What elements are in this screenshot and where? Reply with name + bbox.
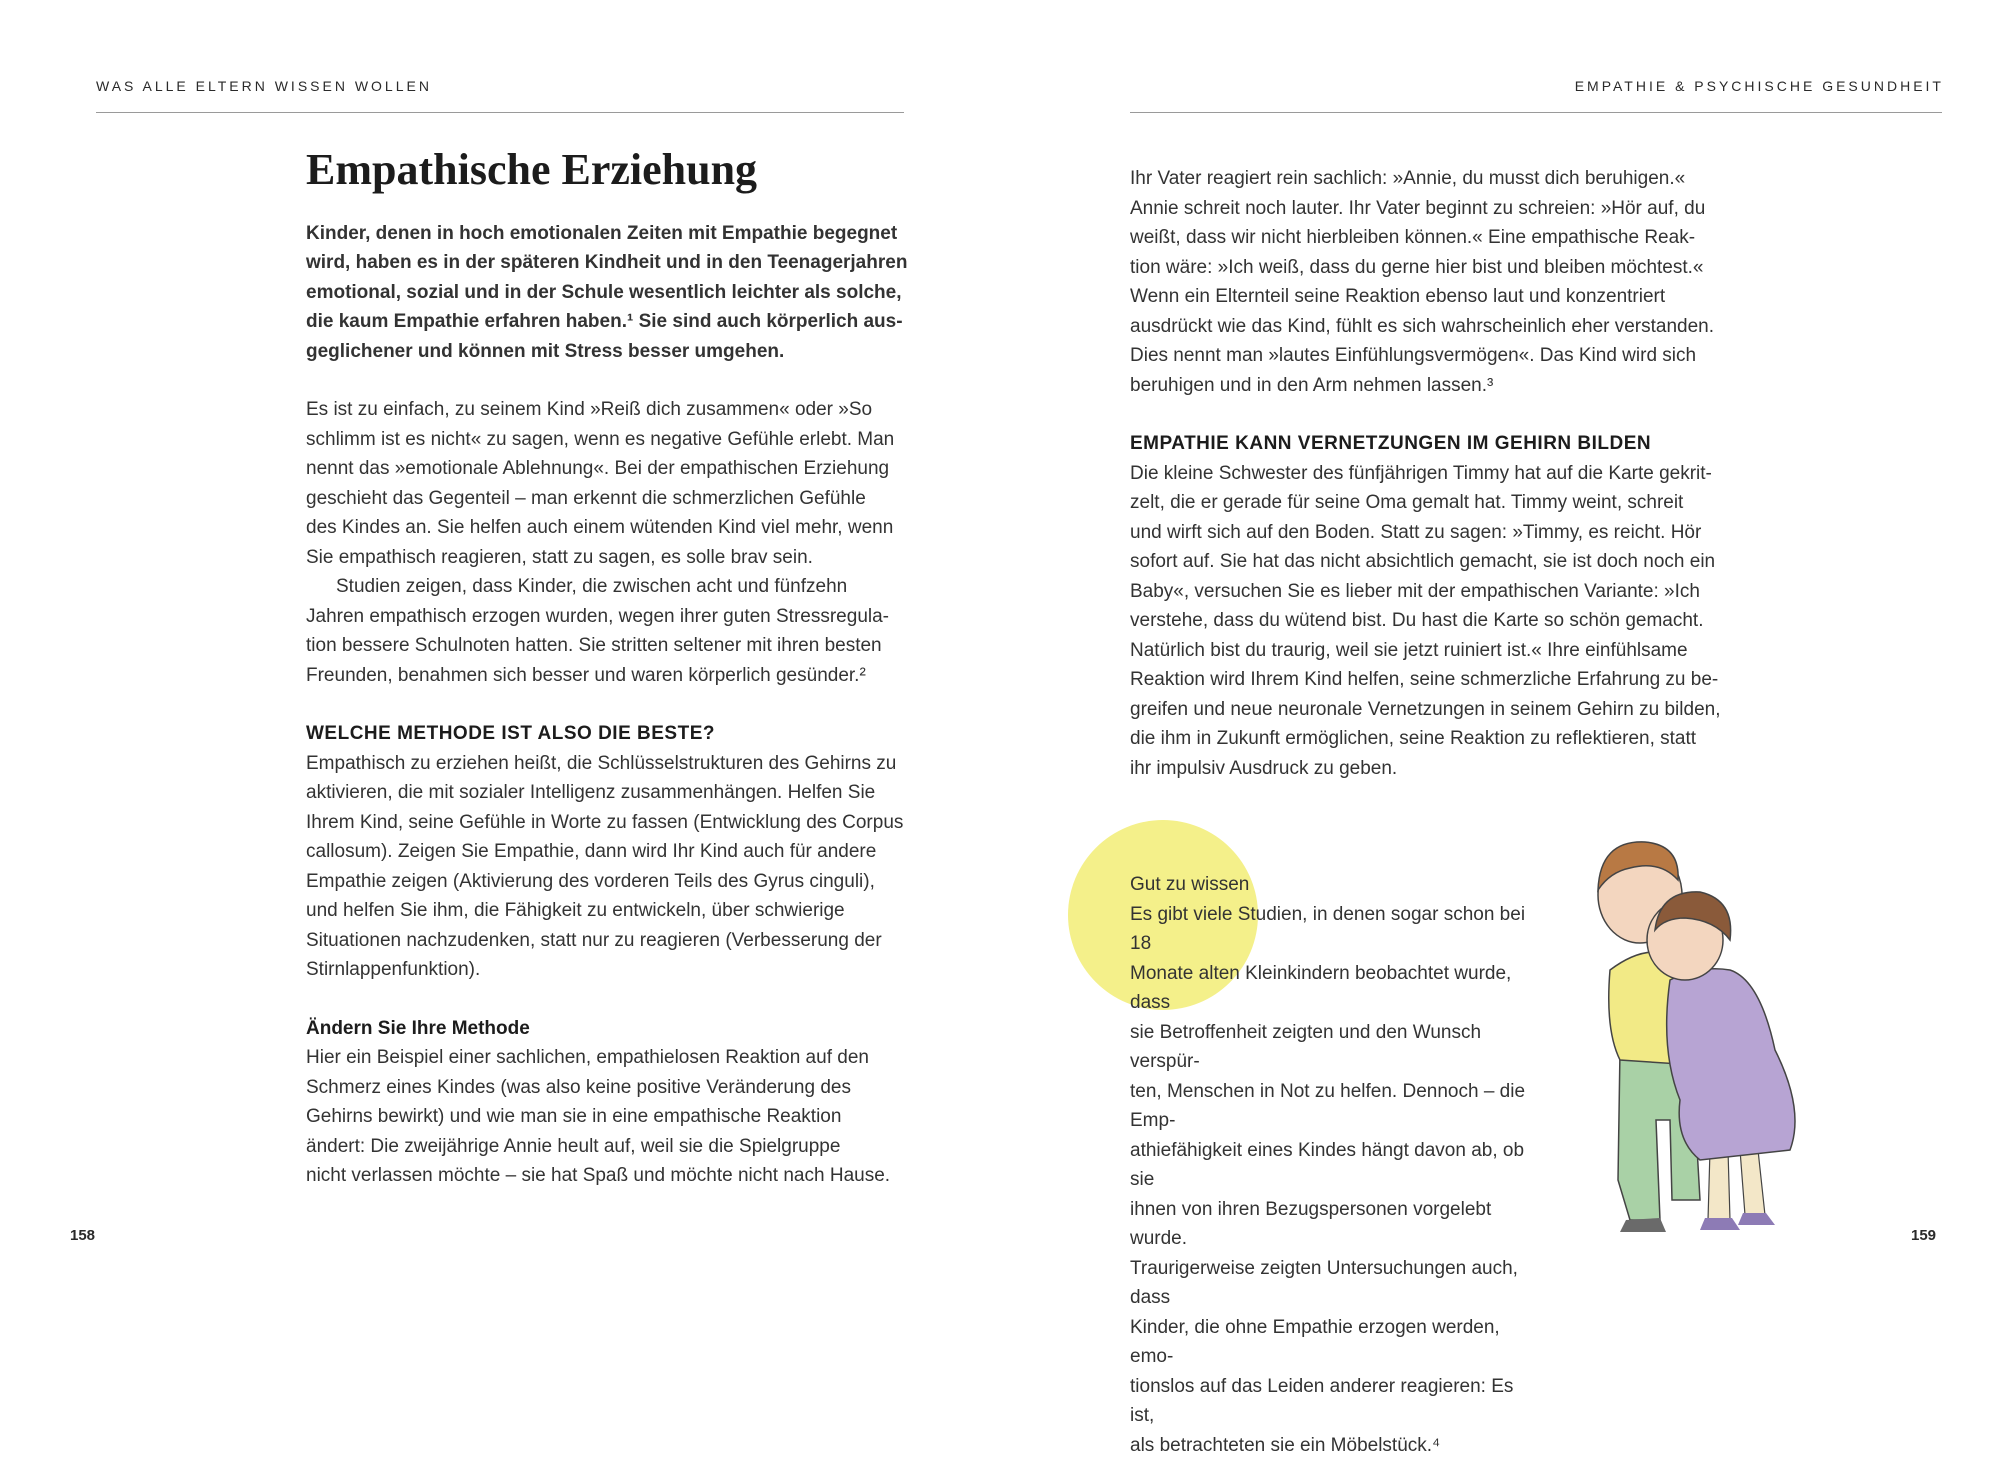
left-header-rule (96, 112, 904, 113)
body-paragraph-annie: Ihr Vater reagiert rein sachlich: »Annie, du musst dich beruhigen.« Annie schreit noch lauter. Ihr Vater beginnt zu schreien: »Hör auf, du weißt, dass wir nicht hierbleiben können.« Eine empathische Reak- tion wäre: »Ich weiß, dass du gerne hier bist und bleiben möchtest.« Wenn ein Elternteil seine Reaktion ebenso laut und konzentriert ausdrückt wie das Kind, fühlt es sich wahrscheinlich eher verstanden. Dies nennt man »lautes Einfühlungsvermögen«. Das Kind wird sich beruhigen und in den Arm nehmen lassen.³ (1130, 164, 1750, 400)
good-to-know-box (1130, 870, 1530, 1460)
body-paragraph-1: Es ist zu einfach, zu seinem Kind »Reiß dich zusammen« oder »So schlimm ist es nicht« zu sagen, wenn es negative Gefühle erlebt. Man nennt das »emotionale Ablehnung«. Bei der empathischen Erziehung geschieht das Gegenteil – man erkennt die schmerzlichen Gefühle des Kindes an. Sie helfen auch einem wütenden Kind viel mehr, wenn Sie empathisch reagieren, statt zu sagen, es solle brav sein. (306, 395, 926, 572)
page-title: Empathische Erziehung (306, 144, 926, 197)
girl-figure (1647, 892, 1795, 1230)
good-to-know-title: Gut zu wissen (1130, 870, 1530, 900)
section-heading-networks: EMPATHIE KANN VERNETZUNGEN IM GEHIRN BILDEN (1130, 429, 1750, 459)
body-paragraph-timmy: Die kleine Schwester des fünfjährigen Timmy hat auf die Karte gekrit- zelt, die er gerade für seine Oma gemalt hat. Timmy weint, schreit und wirft sich auf den Boden. Statt zu sagen: »Timmy, es reicht. Hör sofort auf. Sie hat das nicht absichtlich gemacht, sie ist doch noch ein Baby«, versuchen Sie es lieber mit der empathischen Variante: »Ich verstehe, dass du wütend bist. Du hast die Karte so schön gemacht. Natürlich bist du traurig, weil sie jetzt ruiniert ist.« Ihre einfühlsame Reaktion wird Ihrem Kind helfen, seine schmerzliche Erfahrung zu be- greifen und neue neuronale Vernetzungen in seinem Gehirn zu bilden, die ihm in Zukunft ermöglichen, seine Reaktion zu reflektieren, statt ihr impulsiv Ausdruck zu geben. (1130, 459, 1750, 784)
section-heading-method: WELCHE METHODE IST ALSO DIE BESTE? (306, 719, 926, 749)
lead-paragraph: Kinder, denen in hoch emotionalen Zeiten mit Empathie begegnet wird, haben es in der späteren Kindheit und in den Teenagerjahren emotional, sozial und in der Schule wesentlich leichter als solche, die kaum Empathie erfahren haben.¹ Sie sind auch körperlich aus- geglichener und können mit Stress besser umgehen. (306, 219, 926, 367)
right-header-rule (1130, 112, 1942, 113)
body-paragraph-4: Hier ein Beispiel einer sachlichen, empathielosen Reaktion auf den Schmerz eines Kindes (was also keine positive Veränderung des Gehirns bewirkt) und wie man sie in eine empathische Reaktion ändert: Die zweijährige Annie heult auf, weil sie die Spielgruppe nicht verlassen möchte – sie hat Spaß und möchte nicht nach Hause. (306, 1043, 926, 1191)
left-page-number: 158 (70, 1227, 95, 1244)
right-running-head: EMPATHIE & PSYCHISCHE GESUNDHEIT (1575, 78, 1944, 94)
left-running-head: WAS ALLE ELTERN WISSEN WOLLEN (96, 78, 432, 94)
body-paragraph-2: Studien zeigen, dass Kinder, die zwischen acht und fünfzehn Jahren empathisch erzogen wurden, wegen ihrer guten Stressregula- tion bessere Schulnoten hatten. Sie stritten seltener mit ihren besten Freunden, benahmen sich besser und waren körperlich gesünder.² (306, 572, 926, 690)
left-text-column (306, 144, 926, 1191)
two-children-hugging-illustration (1560, 820, 1860, 1250)
right-text-column (1130, 164, 1750, 783)
good-to-know-text: Es gibt viele Studien, in denen sogar schon bei 18 Monate alten Kleinkindern beobachtet wurde, dass sie Betroffenheit zeigten und den Wunsch verspür- ten, Menschen in Not zu helfen. Dennoch – die Emp- athiefähigkeit eines Kindes hängt davon ab, ob sie ihnen von ihren Bezugspersonen vorgelebt wurde. Traurigerweise zeigten Untersuchungen auch, dass Kinder, die ohne Empathie erzogen werden, emo- tionslos auf das Leiden anderer reagieren: Es ist, als betrachteten sie ein Möbelstück.⁴ (1130, 900, 1530, 1460)
right-page-number: 159 (1911, 1227, 1936, 1244)
body-paragraph-3: Empathisch zu erziehen heißt, die Schlüsselstrukturen des Gehirns zu aktivieren, die mit sozialer Intelligenz zusammenhängen. Helfen Sie Ihrem Kind, seine Gefühle in Worte zu fassen (Entwicklung des Corpus callosum). Zeigen Sie Empathie, dann wird Ihr Kind auch für andere Empathie zeigen (Aktivierung des vorderen Teils des Gyrus cinguli), und helfen Sie ihm, die Fähigkeit zu entwickeln, über schwierige Situationen nachzudenken, statt nur zu reagieren (Verbesserung der Stirnlappenfunktion). (306, 749, 926, 985)
section-heading-change-method: Ändern Sie Ihre Methode (306, 1014, 926, 1044)
